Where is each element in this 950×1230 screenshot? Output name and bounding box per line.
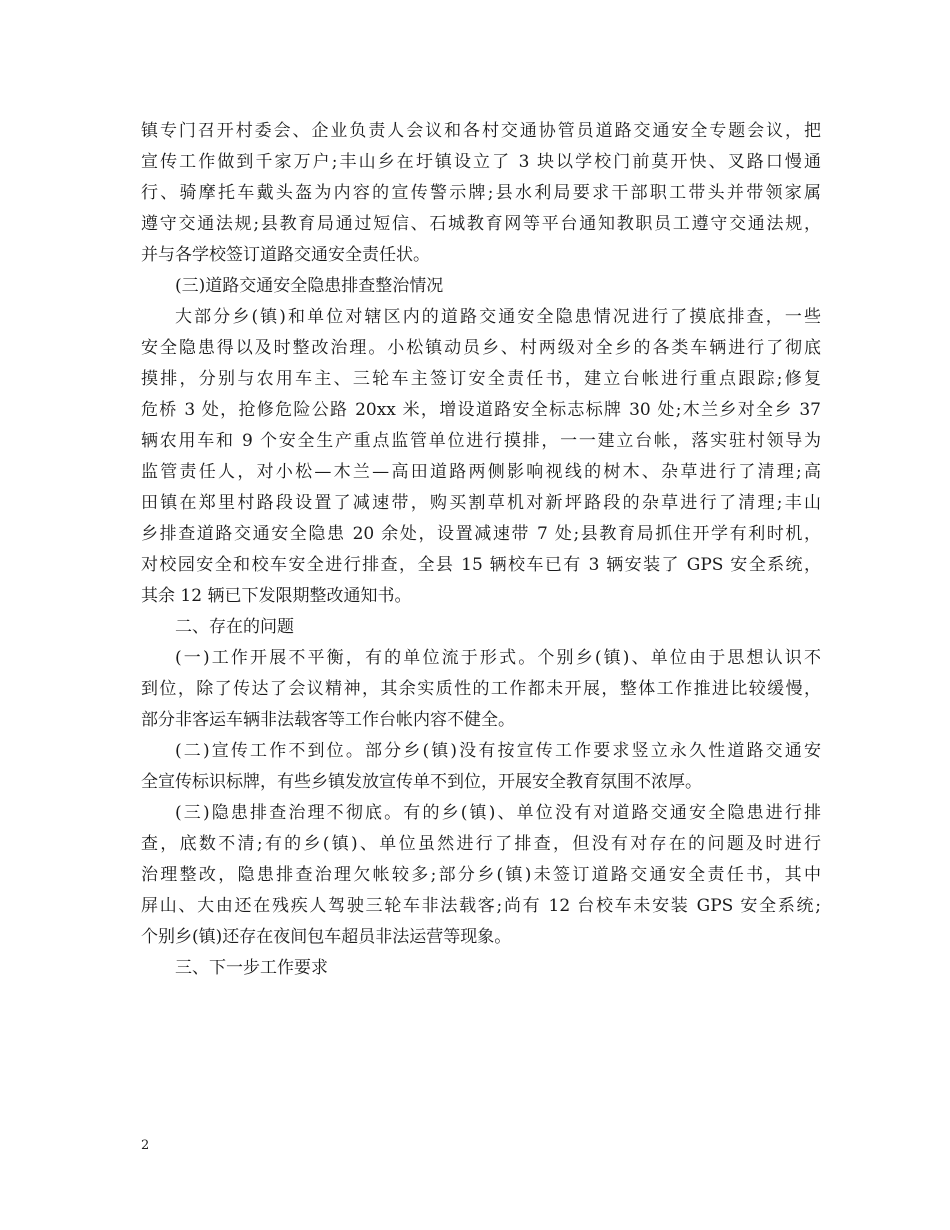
- text-line: 安全隐患得以及时整改治理。小松镇动员乡、村两级对全乡的各类车辆进行了彻底: [141, 338, 821, 358]
- text-line: (一)工作开展不平衡，有的单位流于形式。个别乡(镇)、单位由于思想认识不: [175, 648, 821, 668]
- text-line: 三、下一步工作要求: [175, 958, 328, 978]
- text-line: 田镇在郑里村路段设置了减速带，购买割草机对新坪路段的杂草进行了清理;丰山: [141, 493, 821, 513]
- text-line: 危桥 3 处，抢修危险公路 20xx 米，增设道路安全标志标牌 30 处;木兰乡对全乡 37: [141, 400, 821, 420]
- text-line: 其余 12 辆已下发限期整改通知书。: [141, 586, 412, 606]
- document-body: [141, 116, 821, 984]
- text-line: 并与各学校签订道路交通安全责任状。: [141, 245, 430, 265]
- text-line: (三)道路交通安全隐患排查整治情况: [175, 276, 444, 296]
- text-line: 监管责任人，对小松—木兰—高田道路两侧影响视线的树木、杂草进行了清理;高: [141, 462, 821, 482]
- text-line: 部分非客运车辆非法载客等工作台帐内容不健全。: [141, 710, 515, 730]
- text-line: (二)宣传工作不到位。部分乡(镇)没有按宣传工作要求竖立永久性道路交通安: [175, 741, 821, 761]
- text-line: 个别乡(镇)还存在夜间包车超员非法运营等现象。: [141, 927, 512, 947]
- text-line: 行、骑摩托车戴头盔为内容的宣传警示牌;县水利局要求干部职工带头并带领家属: [141, 183, 821, 203]
- text-line: 摸排，分别与农用车主、三轮车主签订安全责任书，建立台帐进行重点跟踪;修复: [141, 369, 821, 389]
- page-number: 2: [141, 1138, 150, 1153]
- text-line: 查，底数不清;有的乡(镇)、单位虽然进行了排查，但没有对存在的问题及时进行: [141, 834, 821, 854]
- text-line: 辆农用车和 9 个安全生产重点监管单位进行摸排，一一建立台帐，落实驻村领导为: [141, 431, 821, 451]
- text-line: 二、存在的问题: [175, 617, 294, 637]
- text-line: 到位，除了传达了会议精神，其余实质性的工作都未开展，整体工作推进比较缓慢，: [141, 679, 821, 699]
- text-line: 遵守交通法规;县教育局通过短信、石城教育网等平台通知教职员工遵守交通法规，: [141, 214, 821, 234]
- text-line: 宣传工作做到千家万户;丰山乡在圩镇设立了 3 块以学校门前莫开快、叉路口慢通: [141, 152, 821, 172]
- text-line: 大部分乡(镇)和单位对辖区内的道路交通安全隐患情况进行了摸底排查，一些: [175, 307, 821, 327]
- text-line: 全宣传标识标牌，有些乡镇发放宣传单不到位，开展安全教育氛围不浓厚。: [141, 772, 702, 792]
- text-line: 治理整改，隐患排查治理欠帐较多;部分乡(镇)未签订道路交通安全责任书，其中: [141, 865, 821, 885]
- text-line: 镇专门召开村委会、企业负责人会议和各村交通协管员道路交通安全专题会议，把: [141, 121, 821, 141]
- text-line: 乡排查道路交通安全隐患 20 余处，设置减速带 7 处;县教育局抓住开学有利时机，: [141, 524, 821, 544]
- text-line: (三)隐患排查治理不彻底。有的乡(镇)、单位没有对道路交通安全隐患进行排: [175, 803, 821, 823]
- text-line: 屏山、大由还在残疾人驾驶三轮车非法载客;尚有 12 台校车未安装 GPS 安全系统;: [141, 896, 821, 916]
- text-line: 对校园安全和校车安全进行排查，全县 15 辆校车已有 3 辆安装了 GPS 安全系统，: [141, 555, 821, 575]
